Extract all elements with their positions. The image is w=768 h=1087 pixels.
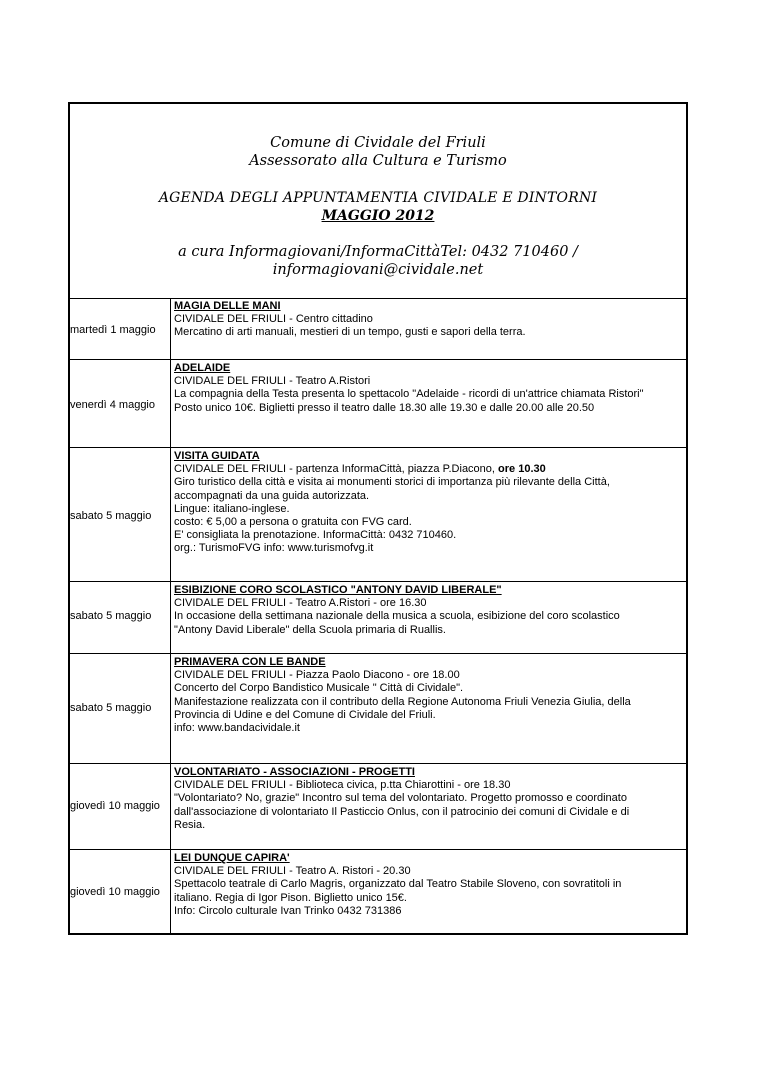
event-title: MAGIA DELLE MANI: [174, 300, 281, 312]
event-description: In occasione della settimana nazionale della musica a scuola, esibizione del coro scolastico: [174, 610, 620, 623]
event-title: VOLONTARIATO - ASSOCIAZIONI - PROGETTI: [174, 766, 415, 778]
event-description: "Volontariato? No, grazie" Incontro sul tema del volontariato. Progetto promosso e coordinato: [174, 792, 627, 805]
event-title: PRIMAVERA CON LE BANDE: [174, 656, 326, 668]
table-row: [70, 764, 686, 850]
event-location: CIVIDALE DEL FRIULI - partenza InformaCittà, piazza P.Diacono, ore 10.30: [174, 463, 546, 476]
table-row: [70, 360, 686, 448]
event-description: italiano. Regia di Igor Pison. Biglietto unico 15€.: [174, 891, 407, 904]
event-description: Provincia di Udine e del Comune di Cividale del Friuli.: [174, 708, 436, 721]
event-title: VISITA GUIDATA: [174, 450, 260, 462]
event-location: CIVIDALE DEL FRIULI - Piazza Paolo Diacono - ore 18.00: [174, 669, 460, 682]
event-description: Concerto del Corpo Bandistico Musicale " Città di Cividale".: [174, 682, 464, 695]
agenda-table: [68, 102, 688, 935]
agenda-title: AGENDA DEGLI APPUNTAMENTIA CIVIDALE E DINTORNI: [158, 190, 598, 206]
table-row: [70, 298, 686, 360]
municipality-title: Comune di Cividale del Friuli: [270, 135, 486, 151]
department-title: Assessorato alla Cultura e Turismo: [249, 153, 507, 169]
event-details: [174, 852, 684, 918]
event-description: info: www.bandacividale.it: [174, 722, 300, 735]
event-details: [174, 766, 684, 832]
event-description: accompagnati da una guida autorizzata.: [174, 489, 370, 502]
event-description: costo: € 5,00 a persona o gratuita con FVG card.: [174, 516, 412, 529]
month-title: MAGGIO 2012: [321, 208, 435, 224]
event-description: org.: TurismoFVG info: www.turismofvg.it: [174, 542, 374, 555]
event-description: E' consigliata la prenotazione. InformaCittà: 0432 710460.: [174, 529, 457, 542]
table-header: [70, 104, 686, 299]
event-description: Lingue: italiano-inglese.: [174, 502, 290, 515]
contact-line-2: informagiovani@cividale.net: [272, 262, 484, 278]
event-title: ADELAIDE: [174, 362, 231, 374]
event-description: Posto unico 10€. Biglietti presso il teatro dalle 18.30 alle 19.30 e dalle 20.00 alle 20.50: [174, 401, 595, 414]
event-title: LEI DUNQUE CAPIRA': [174, 852, 290, 864]
event-location: CIVIDALE DEL FRIULI - Centro cittadino: [174, 313, 373, 326]
event-details: [174, 300, 684, 340]
table-row: [70, 850, 686, 933]
event-date: giovedì 10 maggio: [70, 886, 160, 898]
event-date: sabato 5 maggio: [70, 702, 152, 714]
table-row: [70, 654, 686, 764]
event-description: Spettacolo teatrale di Carlo Magris, organizzato dal Teatro Stabile Sloveno, con sovratitoli in: [174, 878, 622, 891]
event-description: "Antony David Liberale" della Scuola primaria di Ruallis.: [174, 623, 446, 636]
event-location: CIVIDALE DEL FRIULI - Teatro A.Ristori: [174, 375, 371, 388]
event-details: [174, 450, 684, 556]
event-details: [174, 362, 684, 415]
event-description: Resia.: [174, 818, 206, 831]
event-description: La compagnia della Testa presenta lo spettacolo "Adelaide - ricordi di un'attrice chiamata Ristori": [174, 388, 644, 401]
event-time: ore 10.30: [498, 463, 546, 476]
event-title: ESIBIZIONE CORO SCOLASTICO "ANTONY DAVID LIBERALE": [174, 584, 502, 596]
table-row: [70, 448, 686, 582]
event-description: Giro turistico della città e visita ai monumenti storici di importanza più rilevante della Città,: [174, 476, 610, 489]
table-row: [70, 582, 686, 654]
event-details: [174, 584, 684, 637]
contact-line-1: a cura Informagiovani/InformaCittàTel: 0432 710460 /: [178, 244, 578, 260]
event-location: CIVIDALE DEL FRIULI - Teatro A.Ristori - ore 16.30: [174, 597, 427, 610]
event-date: martedì 1 maggio: [70, 324, 156, 336]
event-details: [174, 656, 684, 735]
event-description: Manifestazione realizzata con il contributo della Regione Autonoma Friuli Venezia Giulia, della: [174, 695, 631, 708]
event-date: sabato 5 maggio: [70, 510, 152, 522]
event-description: Info: Circolo culturale Ivan Trinko 0432 731386: [174, 904, 402, 917]
event-date: venerdì 4 maggio: [70, 399, 155, 411]
event-date: sabato 5 maggio: [70, 610, 152, 622]
event-description: dall'associazione di volontariato Il Pasticcio Onlus, con il patrocinio dei comuni di Cividale e di: [174, 805, 630, 818]
event-location: CIVIDALE DEL FRIULI - Biblioteca civica, p.tta Chiarottini - ore 18.30: [174, 779, 511, 792]
event-location: CIVIDALE DEL FRIULI - Teatro A. Ristori - 20.30: [174, 865, 411, 878]
event-description: Mercatino di arti manuali, mestieri di un tempo, gusti e sapori della terra.: [174, 326, 526, 339]
event-date: giovedì 10 maggio: [70, 800, 160, 812]
